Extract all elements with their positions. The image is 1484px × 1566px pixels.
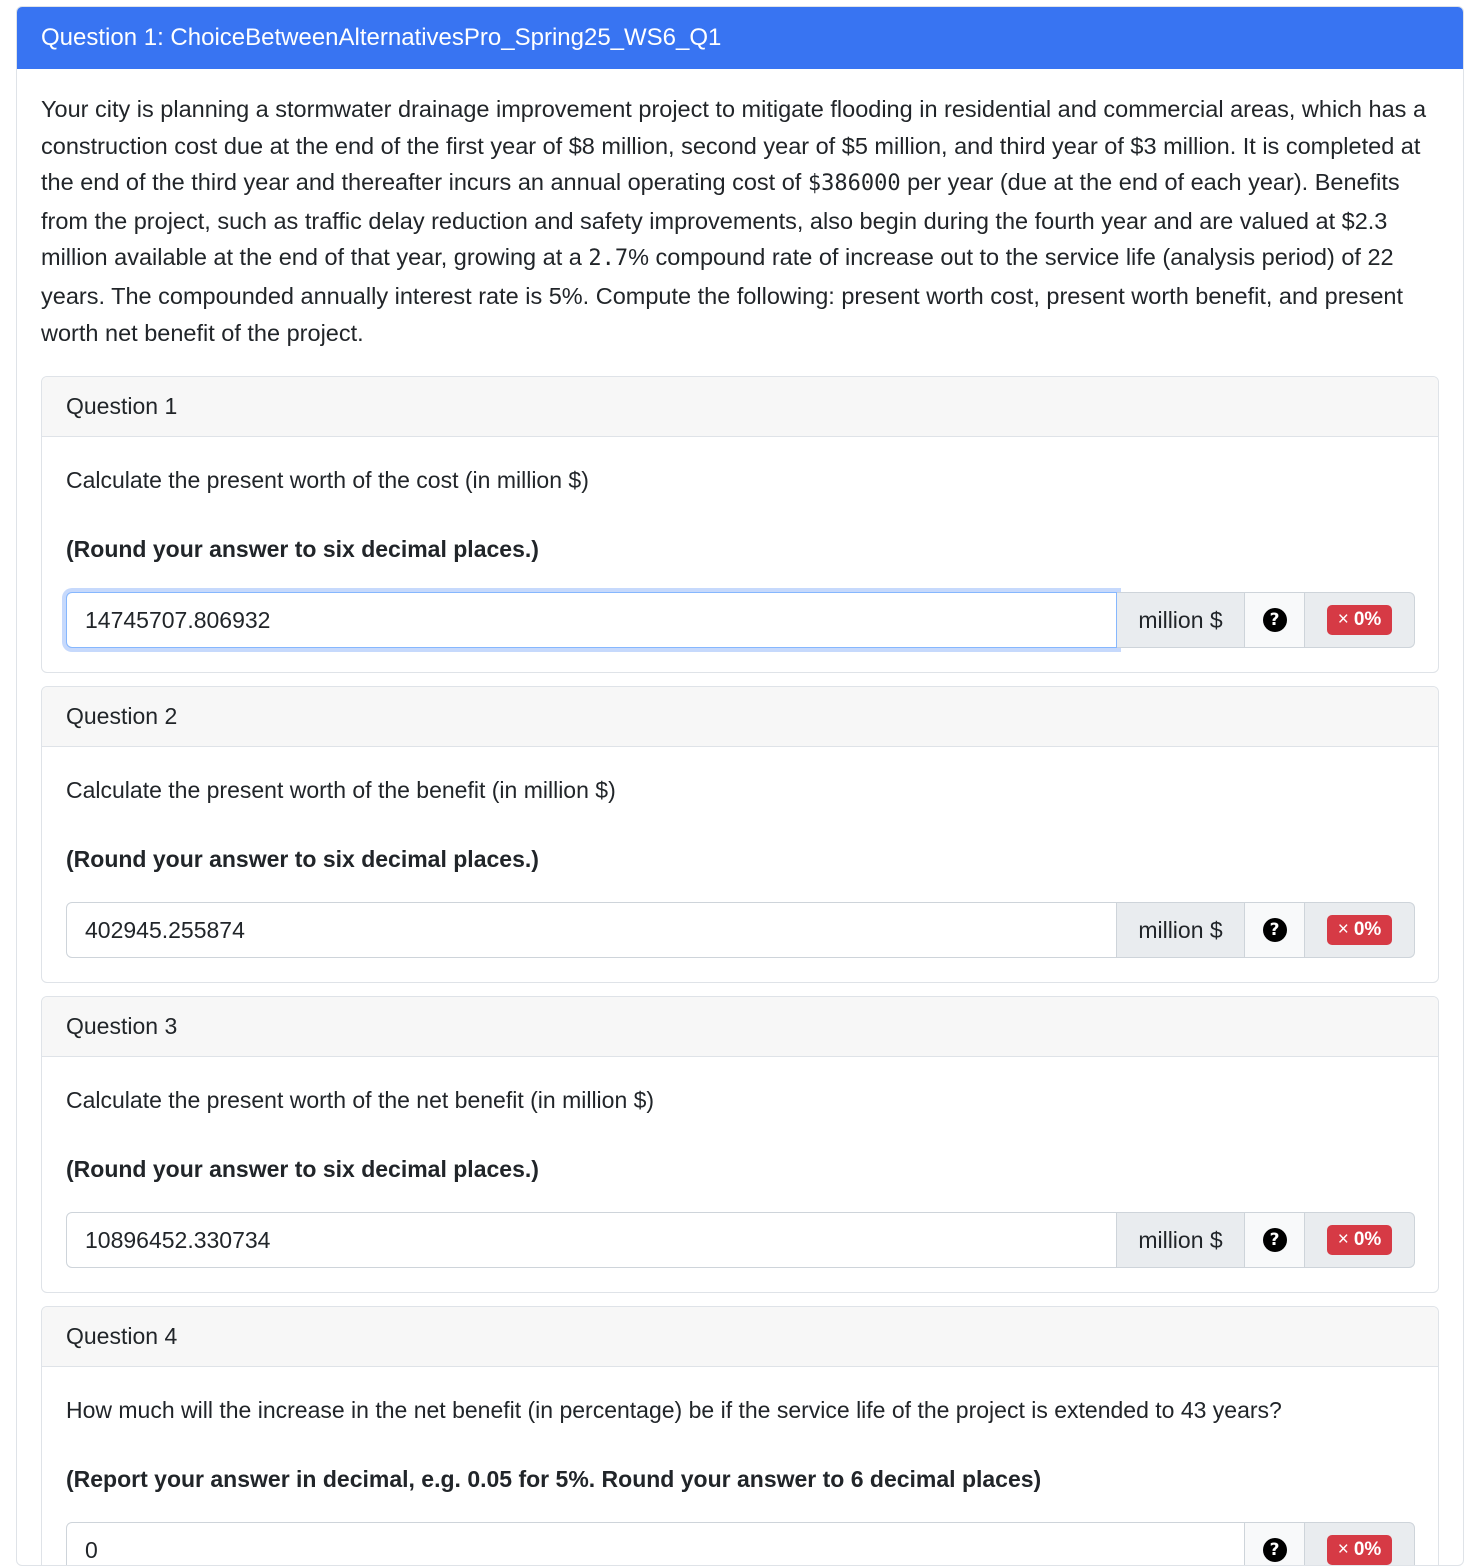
answer-input[interactable] xyxy=(66,1212,1117,1268)
score-badge xyxy=(1327,915,1393,945)
sub-question-header: Question 2 xyxy=(42,687,1438,747)
score-value: 0% xyxy=(1353,919,1382,941)
question-body xyxy=(17,69,1463,1566)
sub-question-card xyxy=(41,686,1439,983)
units-label: million $ xyxy=(1117,1212,1245,1268)
help-button[interactable] xyxy=(1245,902,1305,958)
statement-text-3: % compound rate of increase out to the service life (analysis period) of xyxy=(628,244,1368,271)
answer-input-group xyxy=(66,592,1415,648)
rounding-instruction: (Round your answer to six decimal places.) xyxy=(66,846,539,873)
answer-input-group xyxy=(66,1522,1415,1566)
question-mark-icon: ? xyxy=(1263,1228,1287,1252)
answer-input[interactable] xyxy=(66,902,1117,958)
statement-text-1: Your city is planning a stormwater drainage improvement project to mitigate flooding in residential and commercial areas, which has a construction cost due at the end of the first year of $8 million, second year of $5 million, and third year of $3 million. It is completed at the end of the third year and thereafter incurs an annual operating cost of xyxy=(41,96,1427,196)
operating-cost-value: $386000 xyxy=(807,171,901,197)
score-cell xyxy=(1305,592,1415,648)
question-card xyxy=(16,6,1464,1566)
score-value: 0% xyxy=(1353,1539,1382,1561)
question-title: Question 1: ChoiceBetweenAlternativesPro_Spring25_WS6_Q1 xyxy=(41,24,722,51)
score-value: 0% xyxy=(1353,609,1382,631)
sub-question-card xyxy=(41,376,1439,673)
units-label: million $ xyxy=(1117,902,1245,958)
question-mark-icon: ? xyxy=(1263,918,1287,942)
service-life-value: 22 xyxy=(1367,244,1394,271)
problem-statement xyxy=(41,91,1439,351)
rounding-instruction: (Round your answer to six decimal places.) xyxy=(66,1156,539,1183)
rounding-instruction: (Round your answer to six decimal places.) xyxy=(66,536,539,563)
sub-question-card xyxy=(41,996,1439,1293)
score-badge xyxy=(1327,1225,1393,1255)
growth-rate-value: 2.7 xyxy=(588,246,629,272)
help-button[interactable] xyxy=(1245,1522,1305,1566)
score-badge xyxy=(1327,605,1393,635)
statement-text-4: years. The compounded annually interest rate is 5%. Compute the following: present worth cost, present worth benefit, and present worth net benefit of the project. xyxy=(41,282,1404,346)
statement-text-2: per year (due at the end of each year). Benefits from the project, such as traffic delay reduction and safety improvements, also begin during the fourth year and are valued at $2.3 million available at the end of that year, growing at a xyxy=(41,169,1400,271)
x-icon: × xyxy=(1337,1539,1349,1561)
question-mark-icon: ? xyxy=(1263,1538,1287,1562)
answer-input[interactable] xyxy=(66,1522,1245,1566)
help-button[interactable] xyxy=(1245,592,1305,648)
sub-question-text: Calculate the present worth of the cost (in million $) xyxy=(66,467,589,494)
answer-input-group xyxy=(66,1212,1415,1268)
sub-question-text: Calculate the present worth of the benefit (in million $) xyxy=(66,777,616,804)
answer-input-group xyxy=(66,902,1415,958)
score-cell xyxy=(1305,1522,1415,1566)
help-button[interactable] xyxy=(1245,1212,1305,1268)
units-label: million $ xyxy=(1117,592,1245,648)
score-value: 0% xyxy=(1353,1229,1382,1251)
sub-question-card xyxy=(41,1306,1439,1566)
x-icon: × xyxy=(1337,1229,1349,1251)
score-cell xyxy=(1305,1212,1415,1268)
score-badge xyxy=(1327,1535,1393,1565)
rounding-instruction: (Report your answer in decimal, e.g. 0.05 for 5%. Round your answer to 6 decimal places) xyxy=(66,1466,1042,1493)
x-icon: × xyxy=(1337,919,1349,941)
x-icon: × xyxy=(1337,609,1349,631)
answer-input[interactable] xyxy=(66,592,1117,648)
sub-question-header: Question 4 xyxy=(42,1307,1438,1367)
sub-question-text: How much will the increase in the net benefit (in percentage) be if the service life of the project is extended to 43 years? xyxy=(66,1397,1282,1424)
sub-question-text: Calculate the present worth of the net benefit (in million $) xyxy=(66,1087,655,1114)
sub-question-header: Question 3 xyxy=(42,997,1438,1057)
question-mark-icon: ? xyxy=(1263,608,1287,632)
question-header xyxy=(17,7,1463,69)
score-cell xyxy=(1305,902,1415,958)
sub-question-header: Question 1 xyxy=(42,377,1438,437)
